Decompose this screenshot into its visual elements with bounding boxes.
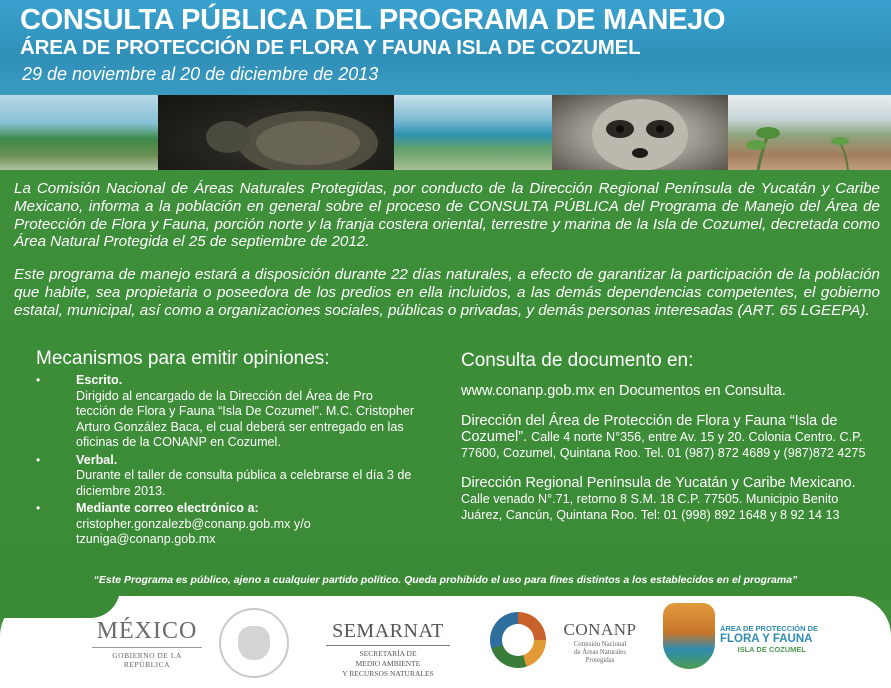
conanp-sub-3: Protegidas: [585, 657, 615, 664]
turtle-shape: [158, 95, 394, 175]
office-address: Calle venado N°.71, retorno 8 S.M. 18 C.P. 77505. Municipio Benito Juárez, Cancún, Quintana Roo. Tel: 01 (998) 892 1648 y 8 92 14 13: [461, 492, 840, 522]
bullet: •: [36, 373, 41, 387]
conanp-logo-text: CONANP: [563, 620, 637, 639]
office-name: Dirección del Área de Protección de Flora y Fauna “Isla de Cozumel”.: [461, 413, 838, 445]
mechanism-name: Verbal.: [76, 452, 118, 467]
web-location: [461, 383, 881, 399]
office-name: Dirección Regional Península de Yucatán y Caribe Mexicano.: [461, 475, 856, 491]
national-seal-icon: [219, 608, 289, 678]
header-banner: [0, 0, 891, 95]
mechanism-name: Mediante correo electrónico a:: [76, 501, 259, 515]
date-range: 29 de noviembre al 20 de diciembre de 2013: [22, 64, 379, 84]
web-text: www.conanp.gob.mx en Documentos en Consulta.: [461, 383, 786, 399]
office-regional: [461, 475, 881, 523]
conanp-sub-1: Comisión Nacional: [573, 641, 627, 648]
intro-paragraph-2: Este programa de manejo estará a disposición durante 22 días naturales, a efecto de garantizar la participación de la población que habite, sea propietaria o poseedora de los predios en ella incluidos, a las demás dependencias competentes, el gobierno estatal, municipal, así como a organizaciones sociales, públicas o privadas, y demás personas interesadas (ART. 65 LGEEPA).: [14, 266, 880, 319]
photo-strip: [0, 95, 891, 175]
island-aerial-photo: [394, 95, 552, 175]
mechanism-text: Durante el taller de consulta pública a celebrarse el día 3 de diciembre 2013.: [76, 468, 412, 498]
semarnat-sub-2: MEDIO AMBIENTE: [355, 659, 421, 668]
sea-turtle-photo: [158, 95, 394, 175]
list-item: [36, 373, 416, 451]
office-address: Calle 4 norte N°356, entre Av. 15 y 20. Colonia Centro. C.P. 77600, Cozumel, Quintana Roo. Tel. 01 (987) 872 4689 y (987)872 4275: [461, 430, 866, 460]
office-cozumel: [461, 413, 881, 461]
mechanism-text: Dirigido al encargado de la Dirección del Área de Pro tección de Flora y Fauna “Isla De Cozumel”. M.C. Cristopher Arturo González Baca, el cual deberá ser entregado en las oficinas de la CONANP en Cozumel.: [76, 388, 415, 449]
semarnat-sub-1: SECRETARÍA DE: [359, 649, 417, 658]
apff-line-3: ISLA DE COZUMEL: [737, 645, 806, 654]
mexico-logo: [92, 618, 202, 669]
coast-aerial-photo: [0, 95, 158, 175]
mangrove-shape: [728, 95, 891, 175]
bullet: •: [36, 452, 41, 467]
conanp-emblem-icon: [490, 612, 546, 668]
mechanisms-heading: Mecanismos para emitir opiniones:: [36, 348, 330, 369]
raccoon-photo: [552, 95, 728, 175]
conanp-logo: [552, 620, 648, 665]
mangrove-photo: [728, 95, 891, 175]
semarnat-logo: [326, 620, 450, 679]
page-title: CONSULTA PÚBLICA DEL PROGRAMA DE MANEJO: [20, 4, 726, 36]
mechanism-text: cristopher.gonzalezb@conanp.gob.mx y/o tzuniga@conanp.gob.mx: [76, 516, 311, 546]
raccoon-shape: [552, 95, 728, 175]
disclaimer: “Este Programa es público, ajeno a cualquier partido político. Queda prohibido el uso para fines distintos a los establecidos en el programa”: [93, 574, 798, 586]
conanp-sub-2: de Áreas Naturales: [574, 649, 626, 656]
mechanism-name: Escrito.: [76, 373, 123, 387]
page-subtitle: ÁREA DE PROTECCIÓN DE FLORA Y FAUNA ISLA DE COZUMEL: [20, 36, 641, 59]
semarnat-logo-text: SEMARNAT: [326, 620, 450, 646]
apff-logo: [720, 624, 820, 654]
list-item: [36, 453, 416, 500]
consult-heading: Consulta de documento en:: [461, 350, 694, 371]
apff-line-1: ÁREA DE PROTECCIÓN DE: [720, 624, 819, 633]
mexico-logo-sub: GOBIERNO DE LA REPÚBLICA: [112, 651, 182, 669]
intro-paragraph-1: La Comisión Nacional de Áreas Naturales Protegidas, por conducto de la Dirección Regional Península de Yucatán y Caribe Mexicano, informa a la población en general sobre el proceso de CONSULTA PÚBLICA del Programa de Manejo del Área de Protección de Flora y Fauna, porción norte y la franja costera oriental, terrestre y marina de la Isla de Cozumel, decretada como Área Natural Protegida el 25 de septiembre de 2012.: [14, 180, 880, 251]
mexico-logo-text: MÉXICO: [92, 618, 202, 648]
mechanisms-list: [36, 373, 416, 550]
consult-locations: [461, 383, 881, 537]
apff-line-2: FLORA Y FAUNA: [720, 633, 813, 645]
list-item: [36, 501, 416, 548]
bullet: •: [36, 501, 41, 515]
semarnat-sub-3: Y RECURSOS NATURALES: [342, 669, 434, 678]
fox-emblem-icon: [663, 603, 715, 669]
